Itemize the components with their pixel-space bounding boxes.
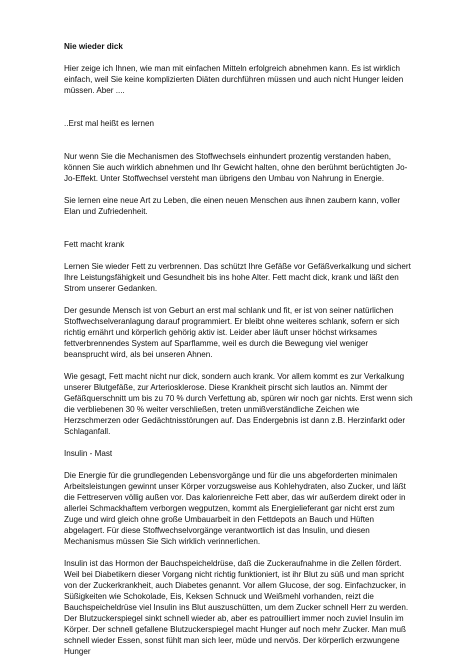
document-title: Nie wieder dick [64,42,123,51]
section-spacer [64,107,414,118]
paragraph: Der gesunde Mensch ist von Geburt an erst mal schlank und fit, er ist von seiner natürlichen Stoffwechselveranlagung darauf programmiert. Er bleibt ohne weiteres schlank, sofern er sich richtig ernährt und körperlich gehörig aktiv ist. Leider aber läuft unser höchst wirksames fettverbrennendes System auf Sparflamme, weil es durch die Bewegung viel weniger beansprucht wird, als bei unseren Ahnen. [64,306,400,359]
section-heading-insulin: Insulin - Mast [64,449,113,458]
document-body [64,41,414,668]
section-spacer [64,228,414,239]
paragraph: Wie gesagt, Fett macht nicht nur dick, sondern auch krank. Vor allem kommt es zur Verkalkung unserer Blutgefäße, zur Arteriosklerose. Diese Krankheit pirscht sich lautlos an. Nimmt der Gefäßquerschnitt um bis zu 70 % durch Verfettung ab, spüren wir noch gar nichts. Erst wenn sich die verbliebenen 30 % weiter verschließen, treten unmißverständliche Zeichen wie Herzschmerzen oder Gedächtnisstörungen auf. Das Endergebnis ist dann z.B. Herzinfarkt oder Schlaganfall. [64,372,413,436]
paragraph: Insulin ist das Hormon der Bauchspeicheldrüse, daß die Zuckeraufnahme in die Zellen fördert. Weil bei Diabetikern dieser Vorgang nicht richtig funktioniert, ist ihr Blut zu süß und man spricht von der Zuckerkrankheit, auch Diabetes genannt. Vor allem Glucose, der sog. Einfachzucker, in Süßigkeiten wie Schokolade, Eis, Keksen Schnuck und Weißmehl vorhanden, reizt die Bauchspeicheldrüse viel Insulin ins Blut auszuschütten, um dem Zucker schnell Herr zu werden. Der Blutzuckerspiegel sinkt schnell wieder ab, aber es patrouilliert immer noch zuviel Insulin im Körper. Der schnell gefallene Blutzuckerspiegel macht Hunger auf noch mehr Zucker. Man muß schnell wieder Essen, sonst fühlt man sich leer, müde und nervös. Der körperlich erzwungene Hunger [64,559,409,656]
intro-paragraph: Hier zeige ich Ihnen, wie man mit einfachen Mitteln erfolgreich abnehmen kann. Es ist wirklich einfach, weil Sie keine komplizierten Diäten durchführen müssen und auch nicht Hunger leiden müssen. Aber .... [64,64,404,95]
paragraph: Sie lernen eine neue Art zu Leben, die einen neuen Menschen aus ihnen zaubern kann, voller Elan und Zufriedenheit. [64,196,401,216]
paragraph: Nur wenn Sie die Mechanismen des Stoffwechsels einhundert prozentig verstanden haben, können Sie auch wirklich abnehmen und Ihr Gewicht halten, ohne den berühmt berüchtigten Jo-Jo-Effekt. Unter Stoffwechsel versteht man übrigens den Umbau von Nahrung in Energie. [64,152,408,183]
section-heading-lernen: ..Erst mal heißt es lernen [64,119,154,128]
section-spacer [64,140,414,151]
paragraph: Lernen Sie wieder Fett zu verbrennen. Das schützt Ihre Gefäße vor Gefäßverkalkung und sichert Ihre Leistungsfähigkeit und Gesundheit bis ins hohe Alter. Fett macht dick, krank und läßt den Strom unserer Gedanken. [64,262,411,293]
paragraph: Die Energie für die grundlegenden Lebensvorgänge und für die uns abgeforderten minimalen Arbeitsleistungen gewinnt unser Körper vorzugsweise aus Kohlehydraten, also Zucker, und läßt die Fettreserven völlig außen vor. Das kalorienreiche Fett aber, das wir außerdem direkt oder in allerlei Schmackhaftem verborgen wegputzen, kommt als Energielieferant gar nicht erst zum Zuge und wird gleich ohne große Umbauarbeit in den Fettdepots an Bauch und Hüften abgelagert. Für diese Stoffwechselvorgänge verantwortlich ist das Insulin, und diesen Mechanismus müssen Sie Sich wirklich verinnerlichen. [64,471,406,546]
section-heading-fett: Fett macht krank [64,240,125,249]
